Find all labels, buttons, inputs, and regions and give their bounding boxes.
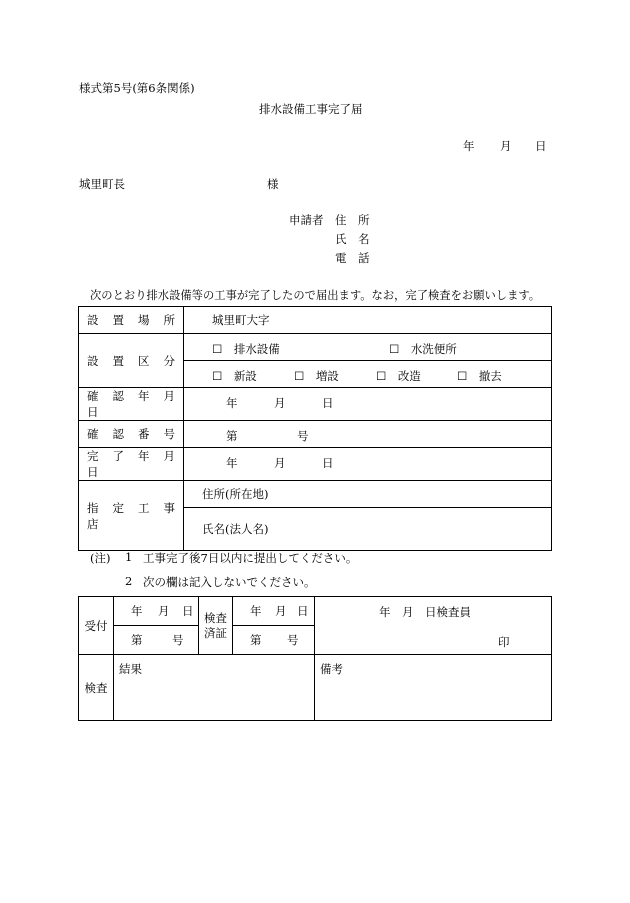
inspector-line: 年 月 日検査員 (379, 605, 471, 619)
certified-month: 月 (275, 604, 287, 618)
contractor-label: 指 定 工 事 店 (79, 481, 184, 551)
confirm-month: 月 (274, 396, 286, 410)
date-day: 日 (535, 139, 547, 153)
confirm-day: 日 (322, 396, 334, 410)
addressee-name: 城里町長 (79, 177, 125, 191)
number-suffix: 号 (297, 429, 309, 443)
category-row-2 (184, 361, 552, 388)
applicant-label: 申請者 (289, 213, 324, 227)
certified-year: 年 (250, 604, 262, 618)
checkbox-flush-toilet[interactable]: ☐ 水洗便所 (389, 342, 457, 356)
certified-day: 日 (297, 604, 309, 618)
office-use-table (78, 596, 552, 721)
received-day: 日 (182, 604, 194, 618)
completion-day: 日 (322, 456, 334, 470)
received-number-suffix: 号 (172, 633, 184, 647)
contractor-address[interactable]: 住所(所在地) (184, 481, 552, 508)
checkbox-renovation[interactable]: ☐ 改造 (376, 369, 421, 383)
received-date (114, 597, 199, 626)
note-2-text: 次の欄は記入しないでください。 (143, 575, 316, 589)
remarks-label: 備考 (320, 662, 343, 676)
form-number: 様式第5号(第6条関係) (79, 81, 195, 95)
completion-year: 年 (226, 456, 238, 470)
note-2-number: 2 (125, 574, 133, 588)
completion-date-value[interactable] (184, 448, 552, 481)
checkbox-expansion[interactable]: ☐ 増設 (294, 369, 339, 383)
main-form-table (78, 306, 552, 551)
document-title: 排水設備工事完了届 (259, 102, 363, 116)
statement-text: 次のとおり排水設備等の工事が完了したので届出ます。なお，完了検査をお願いします。 (90, 289, 541, 302)
applicant-address-label: 住 所 (335, 213, 370, 227)
confirm-number-label: 確 認 番 号 (79, 421, 184, 448)
inspector-cell (315, 597, 552, 655)
received-number-prefix: 第 (131, 633, 143, 647)
received-number (114, 626, 199, 655)
note-1-text: 工事完了後7日以内に提出してください。 (143, 551, 358, 565)
contractor-name[interactable]: 氏名(法人名) (184, 508, 552, 551)
category-row-1 (184, 334, 552, 361)
note-1-number: 1 (125, 550, 133, 564)
confirm-date-label: 確 認 年 月 日 (79, 388, 184, 421)
completion-date-label: 完 了 年 月 日 (79, 448, 184, 481)
seal-mark: 印 (498, 635, 510, 649)
certified-number-prefix: 第 (250, 633, 262, 647)
certified-number (233, 626, 315, 655)
applicant-phone-label: 電 話 (335, 251, 370, 265)
location-label: 設 置 場 所 (79, 307, 184, 334)
certified-date (233, 597, 315, 626)
category-label: 設 置 区 分 (79, 334, 184, 388)
received-month: 月 (158, 604, 170, 618)
notes-prefix: (注) (90, 551, 111, 565)
number-prefix: 第 (226, 429, 238, 443)
date-year: 年 (463, 139, 475, 153)
result-label: 結果 (119, 662, 142, 676)
checkbox-drainage[interactable]: ☐ 排水設備 (212, 342, 280, 356)
received-year: 年 (131, 604, 143, 618)
confirm-number-value[interactable] (184, 421, 552, 448)
inspection-certified-line-2: 済証 (204, 625, 227, 640)
inspection-certified-line-1: 検査 (204, 610, 227, 625)
applicant-name-label: 氏 名 (335, 232, 370, 246)
inspection-certified-label (199, 597, 233, 655)
certified-number-suffix: 号 (287, 633, 299, 647)
inspection-label: 検査 (79, 655, 114, 721)
received-label: 受付 (79, 597, 114, 655)
checkbox-new[interactable]: ☐ 新設 (212, 369, 257, 383)
date-month: 月 (500, 139, 512, 153)
checkbox-removal[interactable]: ☐ 撤去 (457, 369, 502, 383)
location-value[interactable]: 城里町大字 (184, 307, 552, 334)
completion-month: 月 (274, 456, 286, 470)
confirm-year: 年 (226, 396, 238, 410)
addressee-honorific: 様 (267, 177, 279, 191)
confirm-date-value[interactable] (184, 388, 552, 421)
result-cell (114, 655, 315, 721)
remarks-cell (315, 655, 552, 721)
